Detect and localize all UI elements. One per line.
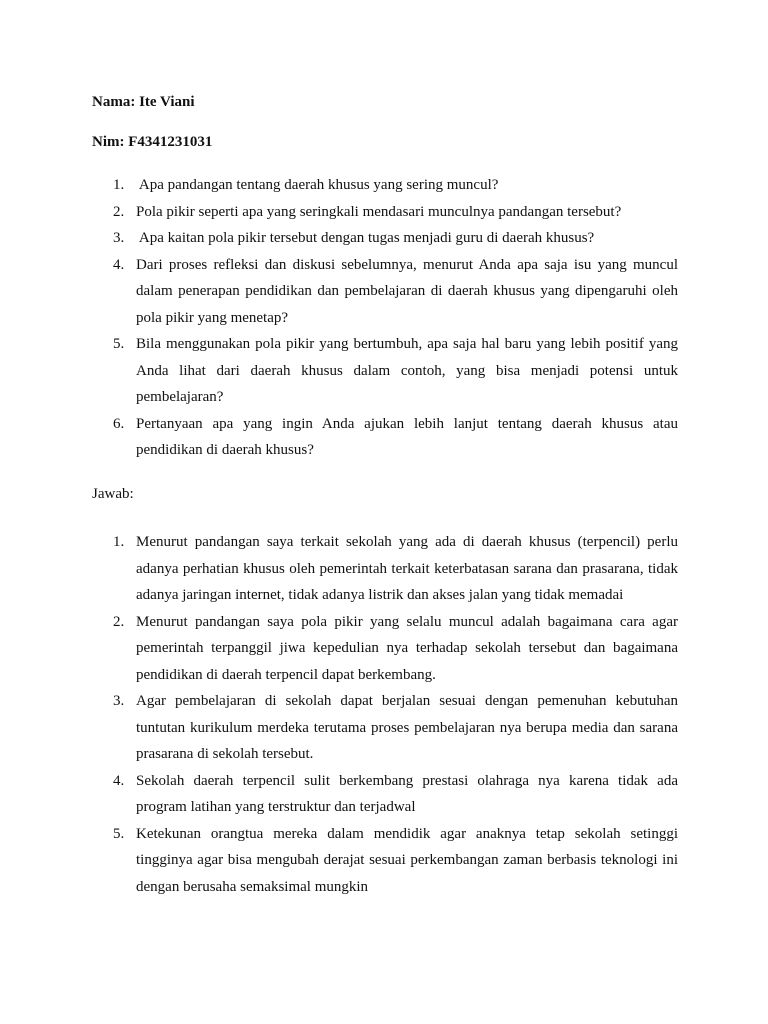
answer-item [92, 529, 678, 609]
answer-text: Menurut pandangan saya terkait sekolah yang ada di daerah khusus (terpencil) perlu adanya perhatian khusus oleh pemerintah terkait keterbatasan sarana dan prasarana, tidak adanya jaringan internet, tidak adanya listrik dan akses jalan yang tidak memadai [136, 534, 678, 603]
question-text: Apa kaitan pola pikir tersebut dengan tugas menjadi guru di daerah khusus? [136, 230, 595, 246]
answer-number: 4. [113, 772, 125, 789]
question-number: 2. [113, 203, 125, 220]
question-number: 5. [113, 336, 125, 352]
answer-number: 2. [113, 613, 125, 630]
question-text: Pola pikir seperti apa yang seringkali mendasari munculnya pandangan tersebut? [136, 203, 622, 220]
student-nim: Nim: F4341231031 [92, 134, 213, 150]
question-text: Bila menggunakan pola pikir yang bertumbuh, apa saja hal baru yang lebih positif yang Anda lihat dari daerah khusus dalam contoh, yang bisa menjadi potensi untuk pembelajaran? [136, 336, 678, 405]
question-list [92, 172, 678, 464]
question-item [92, 411, 678, 464]
question-text: Pertanyaan apa yang ingin Anda ajukan lebih lanjut tentang daerah khusus atau pendidikan di daerah khusus? [136, 415, 678, 458]
answer-number: 3. [113, 693, 125, 709]
question-number: 4. [113, 256, 125, 273]
question-text: Dari proses refleksi dan diskusi sebelumnya, menurut Anda apa saja isu yang muncul dalam penerapan pendidikan dan pembelajaran di daerah khusus yang dipengaruhi oleh pola pikir yang menetap? [136, 256, 678, 326]
answer-item [92, 821, 678, 901]
question-item [92, 331, 678, 411]
question-number: 3. [113, 230, 125, 246]
question-text: Apa pandangan tentang daerah khusus yang sering muncul? [136, 177, 499, 193]
answer-list [92, 529, 678, 900]
question-item [92, 225, 678, 252]
answer-number: 1. [113, 534, 125, 550]
question-item [92, 252, 678, 332]
answers-heading: Jawab: [92, 486, 134, 502]
question-item [92, 199, 678, 226]
answer-text: Menurut pandangan saya pola pikir yang selalu muncul adalah bagaimana cara agar pemerintah terpanggil jiwa kepedulian nya terhadap sekolah tersebut dan bagaimana pendidikan di daerah terpencil dapat berkembang. [136, 613, 678, 683]
student-name: Nama: Ite Viani [92, 94, 195, 110]
answer-item [92, 688, 678, 768]
question-number: 6. [113, 415, 125, 432]
answer-item [92, 609, 678, 689]
answer-number: 5. [113, 825, 125, 842]
question-item [92, 172, 678, 199]
answer-item [92, 768, 678, 821]
answer-text: Sekolah daerah terpencil sulit berkembang prestasi olahraga nya karena tidak ada program latihan yang terstruktur dan terjadwal [136, 772, 678, 815]
answer-text: Ketekunan orangtua mereka dalam mendidik agar anaknya tetap sekolah setinggi tingginya agar bisa mengubah derajat sesuai perkembangan zaman berbasis teknologi ini dengan berusaha semaksimal mungkin [136, 825, 678, 895]
answer-text: Agar pembelajaran di sekolah dapat berjalan sesuai dengan pemenuhan kebutuhan tuntutan kurikulum merdeka terutama proses pembelajaran nya berupa media dan sarana prasarana di sekolah tersebut. [136, 693, 678, 762]
question-number: 1. [113, 177, 125, 193]
